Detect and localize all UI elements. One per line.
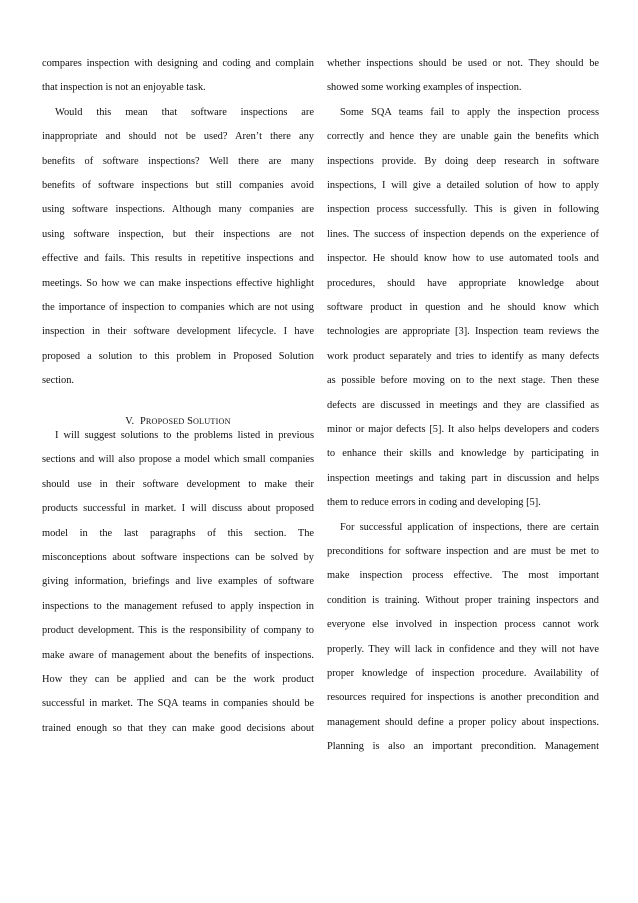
- text-line: inspections to the management refused to apply inspection in: [42, 600, 314, 612]
- text-line: using software inspections. Although many companies are: [42, 204, 314, 216]
- text-line: everyone else involved in inspection process cannot work: [327, 619, 599, 631]
- text-line: section.: [42, 375, 75, 387]
- text-line: correctly and hence they are unable gain the benefits which: [327, 131, 599, 143]
- text-line: products successful in market. I will discuss about proposed: [42, 503, 314, 515]
- text-line: work product separately and tries to identify as many defects: [327, 350, 599, 362]
- text-line: condition is training. Without proper training inspectors and: [327, 594, 599, 606]
- text-line: meetings. So how we can make inspections effective highlight: [42, 277, 314, 289]
- text-line: For successful application of inspections, there are certain: [340, 521, 599, 533]
- text-line: preconditions for software inspection and are must be met to: [327, 546, 599, 557]
- text-line: lines. The success of inspection depends on the experience of: [327, 228, 599, 240]
- text-line: benefits of software inspections? Well there are many: [42, 155, 314, 167]
- text-line: How they can be applied and can be the work product: [42, 674, 314, 685]
- text-line: successful in market. The SQA teams in companies should be: [42, 698, 314, 710]
- text-line: Some SQA teams fail to apply the inspection process: [340, 106, 599, 118]
- text-line: Planning is also an important precondition. Management: [327, 741, 599, 753]
- text-line: giving information, briefings and live examples of software: [42, 576, 314, 588]
- text-line: Would this mean that software inspections are: [55, 106, 314, 118]
- text-line: misconceptions about software inspections can be solved by: [42, 552, 314, 563]
- text-line: the importance of inspection to companies which are not using: [42, 302, 314, 313]
- text-line: inspections, I will give a detailed solution of how to apply: [327, 180, 599, 191]
- text-line: product development. This is the responsibility of company to: [42, 625, 314, 637]
- text-line: showed some working examples of inspection.: [327, 82, 522, 94]
- text-line: inspection meetings and taking part in discussion and helps: [327, 472, 599, 484]
- text-line: as possible before moving on to the next stage. Then these: [327, 375, 599, 387]
- text-line: inappropriate and should not be used? Aren’t there any: [42, 131, 314, 143]
- text-line: defects are discussed in meetings and they are classified as: [327, 399, 599, 411]
- text-line: compares inspection with designing and coding and complain: [42, 58, 314, 69]
- text-line: management should define a proper policy about inspections.: [327, 716, 599, 728]
- text-line: inspection process successfully. This is given in following: [327, 204, 599, 216]
- text-line: proper knowledge of inspection procedure. Availability of: [327, 668, 599, 679]
- text-line: properly. They will lack in confidence and they will not have: [327, 643, 599, 655]
- text-line: resources required for inspections is another precondition and: [327, 692, 599, 704]
- text-line: model in the last paragraphs of this section. The: [42, 527, 314, 539]
- text-line: inspector. He should know how to use automated tools and: [327, 253, 599, 265]
- text-line: minor or major defects [5]. It also helps developers and coders: [327, 424, 599, 435]
- section-number: V.: [125, 416, 135, 427]
- text-line: I will suggest solutions to the problems listed in previous: [55, 430, 314, 441]
- text-line: technologies are appropriate [3]. Inspection team reviews the: [327, 326, 599, 338]
- text-line: inspections provide. By doing deep research in software: [327, 155, 599, 167]
- text-line: should use in their software development to make their: [42, 478, 314, 490]
- text-line: that inspection is not an enjoyable task.: [42, 82, 206, 94]
- text-line: software product in question and he should know which: [327, 302, 599, 313]
- text-line: them to reduce errors in coding and developing [5].: [327, 497, 541, 509]
- text-line: effective and fails. This results in repetitive inspections and: [42, 253, 314, 265]
- text-line: inspection in their software development lifecycle. I have: [42, 326, 314, 338]
- text-line: benefits of software inspections but still companies avoid: [42, 180, 314, 191]
- text-line: trained enough so that they can make good decisions about: [42, 722, 314, 734]
- text-line: proposed a solution to this problem in Proposed Solution: [42, 350, 314, 362]
- text-line: make aware of management about the benefits of inspections.: [42, 649, 314, 661]
- text-line: make inspection process effective. The most important: [327, 570, 599, 582]
- text-line: whether inspections should be used or not. They should be: [327, 58, 599, 69]
- text-line: sections and will also propose a model which small companies: [42, 454, 314, 466]
- text-line: procedures, should have appropriate knowledge about: [327, 277, 599, 289]
- text-line: using software inspection, but their inspections are not: [42, 228, 314, 240]
- section-heading: V. PROPOSED SOLUTION: [125, 416, 231, 427]
- text-line: to enhance their skills and knowledge by participating in: [327, 448, 599, 460]
